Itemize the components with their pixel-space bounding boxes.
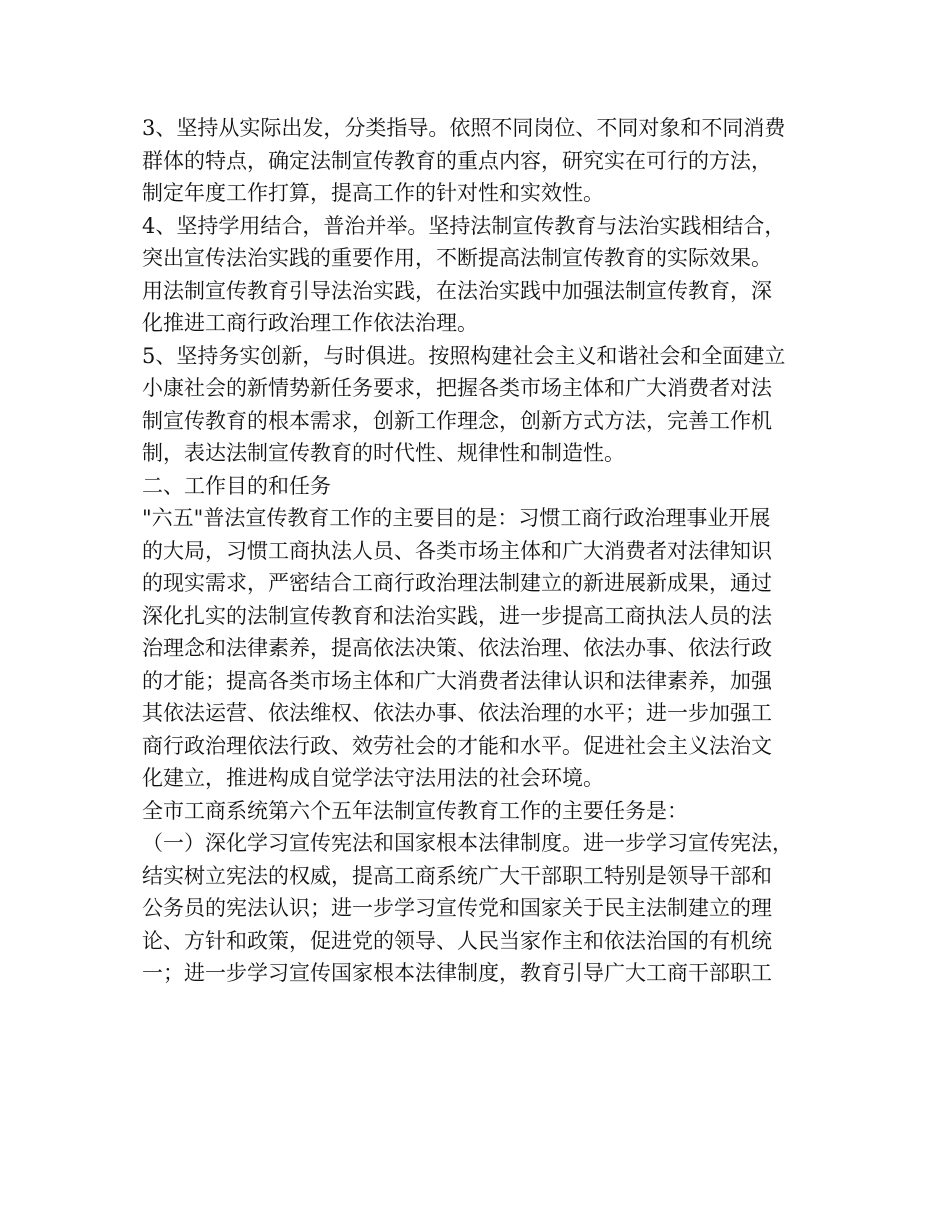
text-line: 制，表达法制宣传教育的时代性、规律性和制造性。 — [142, 441, 625, 465]
text-line: 群体的特点，确定法制宣传教育的重点内容，研究实在可行的方法， — [142, 148, 772, 173]
section-heading: 二、工作目的和任务 — [142, 473, 331, 498]
text-line: 公务员的宪法认识；进一步学习宣传党和国家关于民主法制建立的理 — [142, 896, 772, 920]
text-line: 的大局，习惯工商执法人员、各类市场主体和广大消费者对法律知识 — [142, 538, 772, 563]
text-line: 深化扎实的法制宣传教育和法治实践，进一步提高工商执法人员的法 — [142, 603, 772, 628]
text-line: 的现实需求，严密结合工商行政治理法制建立的新进展新成果，通过 — [142, 571, 772, 595]
document-body — [142, 112, 812, 990]
text-line: 其依法运营、依法维权、依法办事、依法治理的水平；进一步加强工 — [142, 701, 772, 725]
text-line: 突出宣传法治实践的重要作用，不断提高法制宣传教育的实际效果。 — [142, 246, 772, 270]
text-line: 5、坚持务实创新，与时俱进。按照构建社会主义和谐社会和全面建立 — [142, 343, 786, 368]
text-line: 治理念和法律素养，提高依法决策、依法治理、依法办事、依法行政 — [142, 636, 772, 660]
text-line: 一；进一步学习宣传国家根本法律制度，教育引导广大工商干部职工 — [142, 961, 772, 985]
text-line: 化建立，推进构成自觉学法守法用法的社会环境。 — [142, 766, 604, 790]
text-line: 化推进工商行政治理工作依法治理。 — [142, 311, 478, 335]
text-line: 制宣传教育的根本需求，创新工作理念，创新方式方法，完善工作机 — [142, 408, 772, 433]
text-line: 制定年度工作打算，提高工作的针对性和实效性。 — [142, 181, 604, 205]
text-line: 结实树立宪法的权威，提高工商系统广大干部职工特别是领导干部和 — [142, 863, 772, 888]
text-line: 4、坚持学用结合，普治并举。坚持法制宣传教育与法治实践相结合， — [142, 213, 786, 238]
text-line: （一）深化学习宣传宪法和国家根本法律制度。进一步学习宣传宪法， — [142, 831, 793, 855]
text-line: 小康社会的新情势新任务要求，把握各类市场主体和广大消费者对法 — [142, 376, 772, 400]
text-line: 的才能；提高各类市场主体和广大消费者法律认识和法律素养，加强 — [142, 668, 772, 693]
text-line: "六五"普法宣传教育工作的主要目的是：习惯工商行政治理事业开展 — [142, 506, 771, 530]
text-line: 商行政治理依法行政、效劳社会的才能和水平。促进社会主义法治文 — [142, 733, 772, 758]
text-line: 用法制宣传教育引导法治实践，在法治实践中加强法制宣传教育，深 — [142, 278, 772, 303]
text-line: 全市工商系统第六个五年法制宣传教育工作的主要任务是： — [142, 798, 688, 823]
text-line: 论、方针和政策，促进党的领导、人民当家作主和依法治国的有机统 — [142, 928, 772, 953]
text-line: 3、坚持从实际出发，分类指导。依照不同岗位、不同对象和不同消费 — [142, 116, 786, 140]
